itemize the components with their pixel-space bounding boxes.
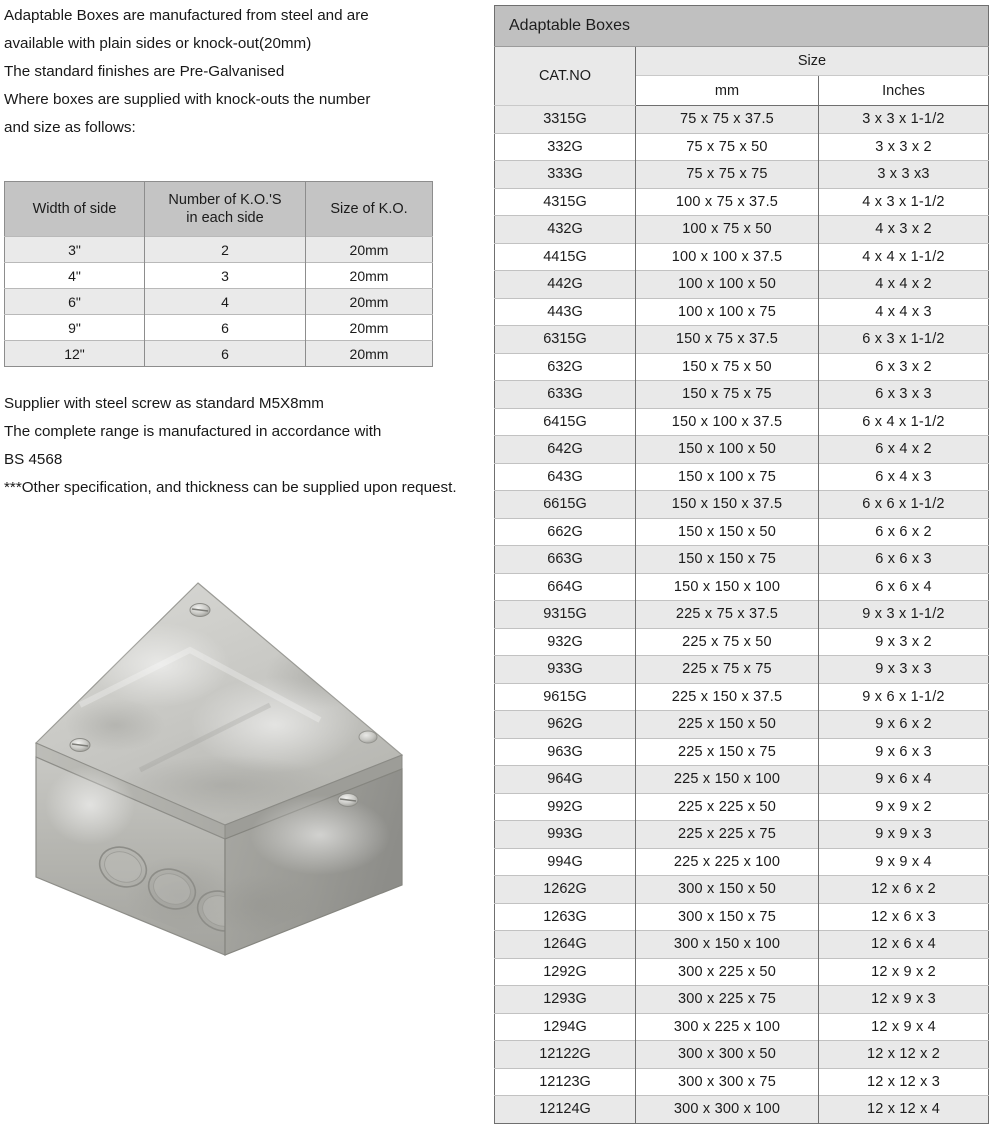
cell-catno: 932G: [495, 628, 636, 656]
column-header-mm: mm: [636, 76, 819, 106]
cell-size-inches: 6 x 6 x 4: [819, 573, 989, 601]
cell-size-mm: 150 x 75 x 50: [636, 353, 819, 381]
table-row: [495, 683, 989, 711]
intro-paragraph: [4, 2, 484, 142]
table-row: [495, 958, 989, 986]
cell-size-mm: 300 x 300 x 75: [636, 1068, 819, 1096]
ko-cell-width: 6": [5, 289, 145, 315]
table-title-row: [495, 6, 989, 47]
table-row: [495, 491, 989, 519]
cell-size-inches: 12 x 9 x 3: [819, 986, 989, 1014]
cell-catno: 6415G: [495, 408, 636, 436]
cell-size-mm: 100 x 75 x 37.5: [636, 188, 819, 216]
cell-size-mm: 225 x 225 x 50: [636, 793, 819, 821]
cell-catno: 662G: [495, 518, 636, 546]
cell-size-inches: 9 x 9 x 4: [819, 848, 989, 876]
cell-size-inches: 6 x 3 x 3: [819, 381, 989, 409]
cell-size-mm: 150 x 75 x 37.5: [636, 326, 819, 354]
table-row: [495, 463, 989, 491]
cell-catno: 643G: [495, 463, 636, 491]
column-header-line-2: in each side: [186, 210, 264, 226]
ko-cell-size: 20mm: [306, 289, 433, 315]
cell-size-mm: 150 x 100 x 37.5: [636, 408, 819, 436]
cell-catno: 963G: [495, 738, 636, 766]
cell-size-inches: 6 x 6 x 2: [819, 518, 989, 546]
cell-size-mm: 75 x 75 x 75: [636, 161, 819, 189]
table-row: [495, 1041, 989, 1069]
table-row: [5, 341, 433, 367]
table-row: [5, 237, 433, 263]
table-row: [495, 876, 989, 904]
corner-screw: [359, 731, 377, 743]
left-column: [0, 0, 490, 1093]
cell-size-inches: 6 x 4 x 3: [819, 463, 989, 491]
cell-size-mm: 225 x 150 x 50: [636, 711, 819, 739]
cell-size-mm: 225 x 75 x 75: [636, 656, 819, 684]
table-row: [495, 546, 989, 574]
table-row: [495, 161, 989, 189]
cell-size-inches: 6 x 6 x 3: [819, 546, 989, 574]
cell-catno: 6615G: [495, 491, 636, 519]
cell-size-inches: 4 x 4 x 2: [819, 271, 989, 299]
table-row: [495, 408, 989, 436]
note-line: The complete range is manufactured in accordance with: [4, 423, 382, 440]
cell-size-inches: 6 x 4 x 1-1/2: [819, 408, 989, 436]
table-row: [5, 289, 433, 315]
cell-catno: 9315G: [495, 601, 636, 629]
cell-catno: 333G: [495, 161, 636, 189]
table-row: [495, 353, 989, 381]
cell-catno: 962G: [495, 711, 636, 739]
corner-screw: [338, 794, 358, 807]
notes-paragraph: [4, 390, 488, 502]
cell-size-inches: 9 x 6 x 1-1/2: [819, 683, 989, 711]
table-row: [495, 793, 989, 821]
ko-cell-width: 4": [5, 263, 145, 289]
table-row: [495, 326, 989, 354]
cell-catno: 1262G: [495, 876, 636, 904]
adaptable-boxes-catalogue-table: [494, 5, 989, 1124]
intro-line: Where boxes are supplied with knock-outs the number: [4, 91, 371, 108]
cell-catno: 1292G: [495, 958, 636, 986]
cell-catno: 994G: [495, 848, 636, 876]
product-photo-adaptable-box: [20, 555, 420, 975]
cell-size-mm: 150 x 100 x 75: [636, 463, 819, 491]
cell-catno: 332G: [495, 133, 636, 161]
cell-catno: 442G: [495, 271, 636, 299]
table-row: [495, 986, 989, 1014]
ko-cell-width: 9": [5, 315, 145, 341]
cell-catno: 992G: [495, 793, 636, 821]
cell-size-inches: 4 x 3 x 2: [819, 216, 989, 244]
cell-size-inches: 4 x 3 x 1-1/2: [819, 188, 989, 216]
column-header-inches: Inches: [819, 76, 989, 106]
cell-size-inches: 3 x 3 x 2: [819, 133, 989, 161]
cell-size-mm: 150 x 150 x 37.5: [636, 491, 819, 519]
cell-size-mm: 225 x 150 x 37.5: [636, 683, 819, 711]
cell-size-inches: 6 x 6 x 1-1/2: [819, 491, 989, 519]
cell-size-mm: 300 x 150 x 50: [636, 876, 819, 904]
cell-size-inches: 9 x 6 x 2: [819, 711, 989, 739]
cell-size-inches: 9 x 6 x 3: [819, 738, 989, 766]
cell-size-inches: 9 x 3 x 1-1/2: [819, 601, 989, 629]
cell-size-inches: 6 x 3 x 2: [819, 353, 989, 381]
cell-size-inches: 9 x 9 x 3: [819, 821, 989, 849]
cell-size-inches: 6 x 3 x 1-1/2: [819, 326, 989, 354]
table-row: [495, 188, 989, 216]
table-row: [495, 1096, 989, 1124]
corner-screw: [190, 604, 210, 617]
cell-catno: 4415G: [495, 243, 636, 271]
cell-catno: 633G: [495, 381, 636, 409]
cell-catno: 12122G: [495, 1041, 636, 1069]
column-header-size-of-ko: Size of K.O.: [306, 182, 433, 237]
column-header-line-1: Number of K.O.'S: [168, 192, 282, 208]
cell-size-mm: 150 x 150 x 50: [636, 518, 819, 546]
cell-size-mm: 100 x 100 x 50: [636, 271, 819, 299]
ko-cell-number: 6: [145, 315, 306, 341]
cell-size-inches: 12 x 6 x 3: [819, 903, 989, 931]
cell-catno: 933G: [495, 656, 636, 684]
table-row: [495, 271, 989, 299]
cell-size-mm: 100 x 100 x 37.5: [636, 243, 819, 271]
cell-size-inches: 9 x 9 x 2: [819, 793, 989, 821]
cell-size-inches: 9 x 3 x 3: [819, 656, 989, 684]
table-row: [495, 931, 989, 959]
cell-size-inches: 9 x 6 x 4: [819, 766, 989, 794]
cell-size-inches: 3 x 3 x 1-1/2: [819, 106, 989, 134]
column-header-width-of-side: Width of side: [5, 182, 145, 237]
cell-catno: 663G: [495, 546, 636, 574]
note-line: BS 4568: [4, 451, 63, 468]
intro-line: and size as follows:: [4, 119, 136, 136]
cell-size-inches: 12 x 12 x 3: [819, 1068, 989, 1096]
ko-cell-width: 12": [5, 341, 145, 367]
table-row: [495, 766, 989, 794]
table-row: [495, 1013, 989, 1041]
cell-size-inches: 12 x 9 x 2: [819, 958, 989, 986]
table-row: [495, 216, 989, 244]
knockout-specification-table: [4, 181, 433, 367]
table-row: [495, 656, 989, 684]
cell-catno: 1293G: [495, 986, 636, 1014]
cell-size-mm: 75 x 75 x 37.5: [636, 106, 819, 134]
cell-size-mm: 300 x 150 x 75: [636, 903, 819, 931]
adaptable-box-illustration: [20, 555, 420, 975]
cell-catno: 1294G: [495, 1013, 636, 1041]
cell-size-mm: 300 x 300 x 100: [636, 1096, 819, 1124]
cell-size-mm: 225 x 75 x 50: [636, 628, 819, 656]
cell-size-inches: 4 x 4 x 1-1/2: [819, 243, 989, 271]
ko-cell-number: 2: [145, 237, 306, 263]
ko-cell-number: 3: [145, 263, 306, 289]
table-row: [495, 848, 989, 876]
cell-catno: 1264G: [495, 931, 636, 959]
table-row: [495, 243, 989, 271]
cell-size-mm: 300 x 225 x 100: [636, 1013, 819, 1041]
cell-size-mm: 150 x 100 x 50: [636, 436, 819, 464]
table-row: [495, 628, 989, 656]
cell-catno: 964G: [495, 766, 636, 794]
cell-catno: 12124G: [495, 1096, 636, 1124]
cell-size-inches: 12 x 12 x 2: [819, 1041, 989, 1069]
column-header-number-of-kos: [145, 182, 306, 237]
table-header-row-primary: [495, 47, 989, 76]
cell-size-inches: 12 x 6 x 4: [819, 931, 989, 959]
cell-size-inches: 12 x 9 x 4: [819, 1013, 989, 1041]
table-row: [495, 436, 989, 464]
catalogue-table-container: [494, 5, 988, 1124]
intro-line: available with plain sides or knock-out(20mm): [4, 35, 312, 52]
cell-size-inches: 6 x 4 x 2: [819, 436, 989, 464]
cell-size-inches: 9 x 3 x 2: [819, 628, 989, 656]
cell-catno: 1263G: [495, 903, 636, 931]
table-row: [495, 601, 989, 629]
ko-cell-size: 20mm: [306, 315, 433, 341]
ko-cell-width: 3": [5, 237, 145, 263]
table-row: [5, 315, 433, 341]
cell-size-mm: 100 x 75 x 50: [636, 216, 819, 244]
cell-size-mm: 300 x 225 x 75: [636, 986, 819, 1014]
cell-size-inches: 4 x 4 x 3: [819, 298, 989, 326]
ko-cell-size: 20mm: [306, 237, 433, 263]
cell-catno: 443G: [495, 298, 636, 326]
cell-catno: 432G: [495, 216, 636, 244]
intro-line: Adaptable Boxes are manufactured from steel and are: [4, 7, 369, 24]
ko-cell-size: 20mm: [306, 341, 433, 367]
cell-size-inches: 3 x 3 x3: [819, 161, 989, 189]
cell-catno: 993G: [495, 821, 636, 849]
cell-size-mm: 150 x 150 x 75: [636, 546, 819, 574]
table-row: [495, 106, 989, 134]
table-row: [495, 821, 989, 849]
table-row: [495, 1068, 989, 1096]
ko-cell-number: 4: [145, 289, 306, 315]
cell-size-mm: 225 x 150 x 75: [636, 738, 819, 766]
cell-size-mm: 150 x 75 x 75: [636, 381, 819, 409]
cell-size-mm: 150 x 150 x 100: [636, 573, 819, 601]
table-row: [495, 298, 989, 326]
cell-catno: 664G: [495, 573, 636, 601]
intro-line: The standard finishes are Pre-Galvanised: [4, 63, 285, 80]
note-line: ***Other specification, and thickness can be supplied upon request.: [4, 479, 457, 496]
ko-cell-size: 20mm: [306, 263, 433, 289]
cell-size-mm: 300 x 300 x 50: [636, 1041, 819, 1069]
cell-size-mm: 75 x 75 x 50: [636, 133, 819, 161]
table-row: [495, 738, 989, 766]
table-row: [495, 381, 989, 409]
cell-size-inches: 12 x 6 x 2: [819, 876, 989, 904]
cell-size-mm: 225 x 75 x 37.5: [636, 601, 819, 629]
note-line: Supplier with steel screw as standard M5X8mm: [4, 395, 324, 412]
corner-screw: [70, 739, 90, 752]
table-row: [495, 903, 989, 931]
cell-size-mm: 225 x 225 x 75: [636, 821, 819, 849]
cell-size-mm: 100 x 100 x 75: [636, 298, 819, 326]
cell-catno: 6315G: [495, 326, 636, 354]
cell-size-mm: 300 x 225 x 50: [636, 958, 819, 986]
table-row: [495, 573, 989, 601]
column-header-catno: CAT.NO: [495, 47, 636, 106]
cell-size-mm: 225 x 150 x 100: [636, 766, 819, 794]
column-header-size: Size: [636, 47, 989, 76]
cell-size-mm: 225 x 225 x 100: [636, 848, 819, 876]
table-header-row: [5, 182, 433, 237]
cell-catno: 3315G: [495, 106, 636, 134]
table-row: [5, 263, 433, 289]
cell-catno: 632G: [495, 353, 636, 381]
table-row: [495, 711, 989, 739]
cell-size-mm: 300 x 150 x 100: [636, 931, 819, 959]
table-row: [495, 518, 989, 546]
table-row: [495, 133, 989, 161]
cell-catno: 4315G: [495, 188, 636, 216]
cell-catno: 642G: [495, 436, 636, 464]
cell-catno: 9615G: [495, 683, 636, 711]
cell-catno: 12123G: [495, 1068, 636, 1096]
cell-size-inches: 12 x 12 x 4: [819, 1096, 989, 1124]
ko-cell-number: 6: [145, 341, 306, 367]
table-title: Adaptable Boxes: [495, 6, 989, 47]
